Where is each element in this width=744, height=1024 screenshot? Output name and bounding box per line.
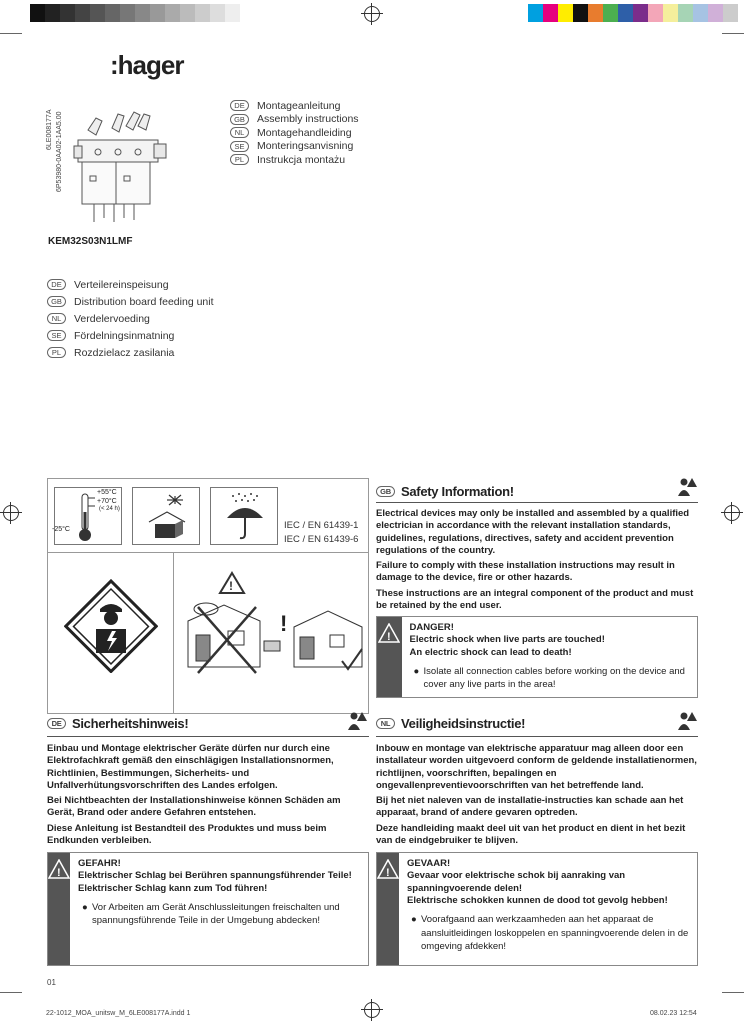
gray-swatch: [225, 4, 240, 22]
nl-paragraph-3: Deze handleiding maakt deel uit van het product en dient in het bezit van de eindgebruiker te blijven.: [376, 822, 686, 847]
crop-mark: [0, 992, 22, 993]
header-language-list: [230, 99, 359, 167]
nl-rule: [376, 736, 698, 737]
color-bar: [528, 4, 738, 22]
de-danger-box: ! GEFAHR! Elektrischer Schlag bei Berühren spannungsführender Teile! Elektrischer Schlag kann zum Tod führen! ● Vor Arbeiten am Gerät Anschlussleitungen freischalten und spannungsführende Teile in der Umgebung abdecken!: [47, 852, 369, 966]
nl-paragraph-1: Inbouw en montage van elektrische apparatuur mag alleen door een installateur worden uitgevoerd conform de geldende installatienormen, richtlijnen, voorschriften, bepalingen en ongevallenpreventievoorschriften van het betreffende land.: [376, 743, 697, 791]
gray-swatch: [195, 4, 210, 22]
rain-protection-pictogram: [210, 487, 278, 545]
language-badge: SE: [47, 330, 66, 341]
language-text: Distribution board feeding unit: [74, 295, 214, 308]
language-text: Verdelervoeding: [74, 312, 150, 325]
language-text: Verteilereinspeisung: [74, 278, 169, 291]
thermometer-icon: [75, 492, 95, 544]
gray-swatch: [120, 4, 135, 22]
registration-mark-bottom: [364, 1002, 380, 1018]
gray-swatch: [165, 4, 180, 22]
header-lang-pl: [230, 153, 359, 167]
electrician-warning-icon: [346, 710, 368, 732]
language-text: Instrukcja montażu: [257, 153, 346, 166]
gray-swatch: [30, 4, 45, 22]
gb-paragraph-1: Electrical devices may only be installed and assembled by a qualified electrician in accordance with the relevant installation standards, guidelines, regulations, directives, safety and accident prevention regulations of the country.: [376, 508, 690, 556]
color-swatch: [528, 4, 543, 22]
temp-low-label: -25°C: [52, 526, 70, 533]
product-language-list: [47, 276, 214, 361]
nl-danger-text-2: Elektrische schokken kunnen de dood tot gevolg hebben!: [407, 894, 668, 906]
color-swatch: [648, 4, 663, 22]
nl-badge: NL: [376, 718, 395, 729]
nl-title-text: Veiligheidsinstructie!: [401, 716, 526, 731]
color-swatch: [663, 4, 678, 22]
language-text: Assembly instructions: [257, 113, 359, 126]
warning-triangle-icon: [377, 859, 399, 879]
crop-mark: [722, 33, 744, 34]
footer-date: 08.02.23 12:54: [650, 1010, 697, 1017]
crop-mark: [722, 992, 744, 993]
product-lang-gb: [47, 293, 214, 310]
language-badge: PL: [230, 154, 249, 165]
language-text: Montageanleitung: [257, 99, 341, 112]
de-danger-text-2: Elektrischer Schlag kann zum Tod führen!: [78, 882, 268, 894]
nl-danger-text-1: Gevaar voor elektrische schok bij aanraking van spanningvoerende delen!: [407, 870, 626, 894]
de-paragraph-2: Bei Nichtbeachten der Installationshinweise können Schäden am Gerät, Brand oder andere Gefahren entstehen.: [47, 795, 341, 819]
de-danger-bullet: Vor Arbeiten am Gerät Anschlussleitungen freischalten und spannungsführende Teile in der Umgebung abdecken!: [92, 901, 340, 927]
product-lang-de: [47, 276, 214, 293]
product-lang-pl: [47, 344, 214, 361]
gb-rule: [376, 502, 698, 503]
header-lang-gb: [230, 113, 359, 127]
color-swatch: [678, 4, 693, 22]
svg-text:!: !: [280, 611, 288, 636]
gray-swatch: [90, 4, 105, 22]
electrician-warning-icon: [676, 710, 698, 732]
gb-danger-heading: DANGER!: [409, 622, 454, 633]
gb-text: [376, 508, 698, 615]
nl-text: [376, 743, 698, 850]
header-lang-nl: [230, 126, 359, 140]
header-lang-de: [230, 99, 359, 113]
color-swatch: [708, 4, 723, 22]
color-swatch: [573, 4, 588, 22]
iec-standard-2: IEC / EN 61439-6: [284, 534, 359, 545]
gb-danger-text-1: Electric shock when live parts are touched!: [409, 634, 605, 646]
gb-danger-text-2: An electric shock can lead to death!: [409, 646, 572, 658]
language-text: Montagehandleiding: [257, 126, 352, 139]
registration-mark-right: [724, 505, 740, 521]
gb-danger-box: ! DANGER! Electric shock when live parts are touched! An electric shock can lead to death! ● Isolate all connection cables before working on the device and cover any live parts in the area!: [376, 616, 698, 698]
gb-section-title: [376, 484, 514, 499]
product-lang-nl: [47, 310, 214, 327]
language-badge: GB: [47, 296, 66, 307]
de-danger-text-1: Elektrischer Schlag bei Berühren spannungsführender Teile!: [78, 870, 352, 882]
gray-swatch: [60, 4, 75, 22]
language-text: Monteringsanvisning: [257, 140, 354, 153]
gray-swatch: [150, 4, 165, 22]
temp-high2-label: +70°C: [97, 498, 117, 505]
gray-swatch: [180, 4, 195, 22]
de-section-title: [47, 716, 188, 731]
de-text: [47, 743, 369, 850]
de-title-text: Sicherheitshinweis!: [72, 716, 189, 731]
color-swatch: [723, 4, 738, 22]
installation-warning-illustration: [180, 569, 364, 681]
hager-logo: :hager: [110, 50, 184, 80]
header-lang-se: [230, 140, 359, 154]
electrician-icon: [64, 579, 158, 673]
iec-standards: [284, 519, 358, 547]
language-text: Rozdzielacz zasilania: [74, 346, 175, 359]
pictogram-panel: [47, 478, 369, 714]
temp-high-label: +55°C: [97, 489, 117, 496]
gray-swatch: [75, 4, 90, 22]
color-swatch: [693, 4, 708, 22]
nl-danger-bullet: Voorafgaand aan werkzaamheden aan het apparaat de aansluitleidingen loskoppelen en spanningvoerende delen in de omgeving afdekken!: [421, 914, 689, 953]
sun-protection-pictogram: [132, 487, 200, 545]
page-number: 01: [47, 978, 56, 987]
gray-swatch: [45, 4, 60, 22]
language-badge: DE: [47, 279, 66, 290]
language-badge: GB: [230, 114, 249, 125]
nl-danger-heading: GEVAAR!: [407, 858, 451, 869]
de-paragraph-1: Einbau und Montage elektrischer Geräte dürfen nur durch eine Elektrofachkraft gemäß den einschlägigen Installationsnormen, Richtlinien, Bestimmungen, Sicherheits- und Unfallverhütungsvorschriften des Landes erfolgen.: [47, 743, 334, 791]
footer-filename: 22-1012_MOA_unitsw_M_6LE008177A.indd 1: [46, 1010, 191, 1017]
language-badge: DE: [230, 100, 249, 111]
color-swatch: [543, 4, 558, 22]
language-badge: SE: [230, 141, 249, 152]
grayscale-bar: [30, 4, 240, 22]
nl-danger-box: ! GEVAAR! Gevaar voor elektrische schok bij aanraking van spanningvoerende delen! Elektrische schokken kunnen de dood tot gevolg hebben! ● Voorafgaand aan werkzaamheden aan het apparaat de aansluitleidingen loskoppelen en spanningvoerende delen in de omgeving afdekken!: [376, 852, 698, 966]
gb-danger-bullet: Isolate all connection cables before working on the device and cover any live parts in the area!: [423, 665, 685, 691]
doc-code: 6LE008177A: [46, 109, 53, 150]
product-lang-se: [47, 327, 214, 344]
gb-badge: GB: [376, 486, 395, 497]
model-number: KEM32S03N1LMF: [48, 236, 133, 247]
gb-title-text: Safety Information!: [401, 484, 514, 499]
gb-paragraph-2: Failure to comply with these installation instructions may result in damage to the device, fire or other hazards.: [376, 560, 675, 584]
registration-mark-top: [364, 6, 380, 22]
gb-paragraph-3: These instructions are an integral component of the product and must be retained by the end user.: [376, 587, 694, 612]
language-text: Fördelningsinmatning: [74, 329, 175, 342]
svg-text:!: !: [57, 867, 61, 879]
warning-triangle-icon: [48, 859, 70, 879]
de-danger-heading: GEFAHR!: [78, 858, 121, 869]
registration-mark-left: [3, 505, 19, 521]
color-swatch: [588, 4, 603, 22]
electrician-warning-icon: [676, 476, 698, 498]
gray-swatch: [105, 4, 120, 22]
umbrella-icon: [223, 492, 267, 542]
color-swatch: [633, 4, 648, 22]
language-badge: PL: [47, 347, 66, 358]
svg-text:!: !: [229, 579, 233, 593]
iec-standard-1: IEC / EN 61439-1: [284, 520, 359, 531]
temperature-pictogram: [54, 487, 122, 545]
nl-section-title: [376, 716, 525, 731]
product-illustration: [68, 110, 178, 228]
svg-text:!: !: [386, 867, 390, 879]
color-swatch: [558, 4, 573, 22]
doc-code-secondary: 6P53980-0AA02-1AA5.00: [56, 111, 63, 192]
language-badge: NL: [230, 127, 249, 138]
language-badge: NL: [47, 313, 66, 324]
gray-swatch: [135, 4, 150, 22]
crop-mark: [0, 33, 22, 34]
svg-text:!: !: [387, 631, 391, 643]
de-rule: [47, 736, 369, 737]
sun-box-icon: [145, 492, 189, 542]
temp-note-label: (< 24 h): [99, 506, 120, 512]
gray-swatch: [210, 4, 225, 22]
color-swatch: [618, 4, 633, 22]
nl-paragraph-2: Bij het niet naleven van de installatie-instructies kan schade aan het apparaat, brand of andere gevaren optreden.: [376, 795, 684, 819]
de-paragraph-3: Diese Anleitung ist Bestandteil des Produktes und muss beim Endkunden verbleiben.: [47, 822, 327, 847]
color-swatch: [603, 4, 618, 22]
warning-triangle-icon: [378, 623, 400, 643]
de-badge: DE: [47, 718, 66, 729]
